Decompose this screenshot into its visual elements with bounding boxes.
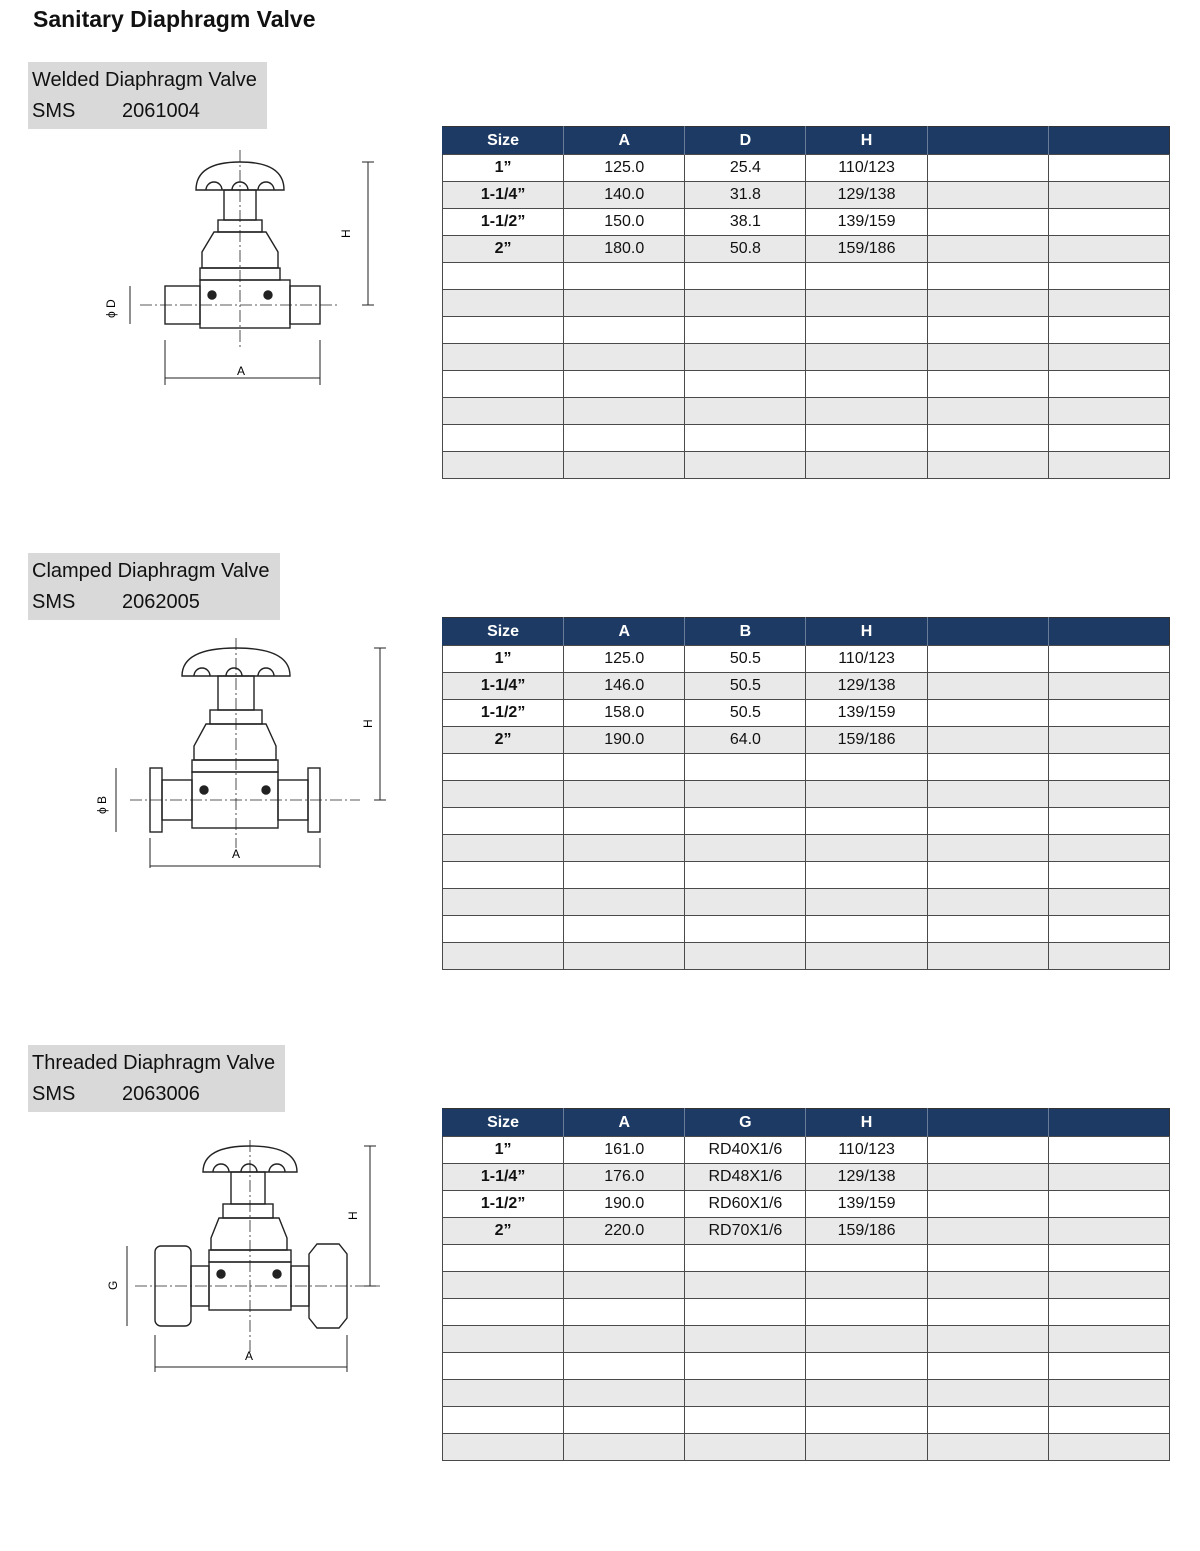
table-row-empty	[443, 1353, 1170, 1380]
table-cell	[927, 155, 1048, 182]
table-cell: 129/138	[806, 1164, 927, 1191]
product-code: 2062005	[122, 591, 200, 613]
table-cell	[1048, 646, 1169, 673]
table-row-empty	[443, 317, 1170, 344]
section-label-clamped	[28, 553, 280, 620]
table-cell	[927, 1191, 1048, 1218]
size-cell: 1”	[443, 646, 564, 673]
section-label-welded	[28, 62, 267, 129]
col-header: A	[564, 1109, 685, 1137]
table-cell	[1048, 209, 1169, 236]
clamped-valve-drawing	[90, 638, 390, 868]
table-cell: 50.8	[685, 236, 806, 263]
table-cell: 146.0	[564, 673, 685, 700]
table-row-empty	[443, 344, 1170, 371]
table-cell	[927, 1164, 1048, 1191]
table-cell: RD70X1/6	[685, 1218, 806, 1245]
standard-label: SMS	[32, 591, 76, 613]
table-cell: 125.0	[564, 646, 685, 673]
table-cell	[1048, 236, 1169, 263]
table-row-empty	[443, 781, 1170, 808]
table-cell	[927, 182, 1048, 209]
table-row-empty	[443, 889, 1170, 916]
table-cell: 110/123	[806, 646, 927, 673]
product-code: 2061004	[122, 100, 200, 122]
table-row	[443, 1137, 1170, 1164]
table-cell: 125.0	[564, 155, 685, 182]
length-dim-label: A	[232, 847, 241, 861]
table-cell	[1048, 1137, 1169, 1164]
table-cell	[927, 700, 1048, 727]
diameter-dim-label: ϕ B	[95, 795, 109, 814]
size-cell: 1-1/2”	[443, 700, 564, 727]
height-dim-label: H	[361, 719, 375, 728]
table-cell: 140.0	[564, 182, 685, 209]
clamped-spec-table	[442, 617, 1170, 970]
diameter-dim-label: ϕ D	[104, 299, 118, 318]
table-row	[443, 236, 1170, 263]
size-cell: 2”	[443, 1218, 564, 1245]
section-name: Clamped Diaphragm Valve	[32, 560, 270, 582]
table-cell: 190.0	[564, 727, 685, 754]
table-cell: 158.0	[564, 700, 685, 727]
table-cell: RD48X1/6	[685, 1164, 806, 1191]
table-row-empty	[443, 943, 1170, 970]
col-header	[1048, 1109, 1169, 1137]
table-row-empty	[443, 398, 1170, 425]
col-header: G	[685, 1109, 806, 1137]
table-row-empty	[443, 1245, 1170, 1272]
table-cell: 220.0	[564, 1218, 685, 1245]
height-dim-label: H	[346, 1211, 360, 1220]
col-header: Size	[443, 618, 564, 646]
table-row	[443, 700, 1170, 727]
table-cell	[927, 727, 1048, 754]
standard-label: SMS	[32, 1083, 76, 1105]
col-header	[927, 618, 1048, 646]
table-cell: RD60X1/6	[685, 1191, 806, 1218]
table-cell	[927, 1218, 1048, 1245]
table-cell	[1048, 1218, 1169, 1245]
table-cell	[927, 209, 1048, 236]
table-row-empty	[443, 1299, 1170, 1326]
threaded-spec-table	[442, 1108, 1170, 1461]
size-cell: 2”	[443, 727, 564, 754]
col-header: Size	[443, 1109, 564, 1137]
table-row	[443, 182, 1170, 209]
table-cell: 50.5	[685, 700, 806, 727]
table-row-empty	[443, 916, 1170, 943]
table-cell: 139/159	[806, 1191, 927, 1218]
table-cell	[927, 1137, 1048, 1164]
table-row-empty	[443, 808, 1170, 835]
table-row	[443, 646, 1170, 673]
standard-label: SMS	[32, 100, 76, 122]
table-header-row	[443, 127, 1170, 155]
welded-valve-drawing	[100, 150, 390, 400]
table-cell	[1048, 182, 1169, 209]
diameter-dim-label: G	[106, 1280, 120, 1290]
table-row	[443, 155, 1170, 182]
table-row	[443, 673, 1170, 700]
table-row-empty	[443, 754, 1170, 781]
size-cell: 1-1/4”	[443, 182, 564, 209]
col-header: Size	[443, 127, 564, 155]
size-cell: 1-1/4”	[443, 673, 564, 700]
table-cell: 190.0	[564, 1191, 685, 1218]
table-cell: 159/186	[806, 236, 927, 263]
table-cell	[1048, 1164, 1169, 1191]
table-row-empty	[443, 835, 1170, 862]
table-row	[443, 1218, 1170, 1245]
threaded-valve-drawing	[95, 1140, 395, 1380]
page-title: Sanitary Diaphragm Valve	[33, 6, 316, 32]
col-header: D	[685, 127, 806, 155]
size-cell: 1”	[443, 1137, 564, 1164]
table-cell: 159/186	[806, 727, 927, 754]
col-header: A	[564, 618, 685, 646]
size-cell: 1-1/4”	[443, 1164, 564, 1191]
table-cell: 161.0	[564, 1137, 685, 1164]
table-cell	[1048, 155, 1169, 182]
height-dim-label: H	[339, 229, 353, 238]
table-header-row	[443, 1109, 1170, 1137]
table-cell: 159/186	[806, 1218, 927, 1245]
table-cell: 129/138	[806, 182, 927, 209]
table-cell: 31.8	[685, 182, 806, 209]
length-dim-label: A	[245, 1349, 254, 1363]
table-cell: 110/123	[806, 155, 927, 182]
col-header	[1048, 618, 1169, 646]
table-cell: 110/123	[806, 1137, 927, 1164]
table-cell	[927, 646, 1048, 673]
table-cell: 25.4	[685, 155, 806, 182]
table-row-empty	[443, 263, 1170, 290]
section-code-line	[32, 96, 257, 127]
section-label-threaded	[28, 1045, 285, 1112]
col-header: A	[564, 127, 685, 155]
size-cell: 1-1/2”	[443, 1191, 564, 1218]
table-row	[443, 1191, 1170, 1218]
table-row	[443, 727, 1170, 754]
table-cell: 180.0	[564, 236, 685, 263]
table-row-empty	[443, 425, 1170, 452]
table-cell: 38.1	[685, 209, 806, 236]
table-cell	[1048, 727, 1169, 754]
table-cell: 129/138	[806, 673, 927, 700]
table-row-empty	[443, 290, 1170, 317]
table-cell: 64.0	[685, 727, 806, 754]
col-header	[927, 127, 1048, 155]
section-code-line	[32, 1079, 275, 1110]
welded-spec-table	[442, 126, 1170, 479]
section-name: Welded Diaphragm Valve	[32, 69, 257, 91]
table-cell: 150.0	[564, 209, 685, 236]
table-row-empty	[443, 371, 1170, 398]
table-cell: 50.5	[685, 673, 806, 700]
table-cell	[1048, 1191, 1169, 1218]
table-row-empty	[443, 1272, 1170, 1299]
length-dim-label: A	[237, 364, 246, 378]
table-row-empty	[443, 1380, 1170, 1407]
col-header: H	[806, 1109, 927, 1137]
table-row	[443, 1164, 1170, 1191]
table-row	[443, 209, 1170, 236]
col-header	[927, 1109, 1048, 1137]
table-row-empty	[443, 1326, 1170, 1353]
table-cell	[1048, 700, 1169, 727]
table-cell: RD40X1/6	[685, 1137, 806, 1164]
col-header: H	[806, 618, 927, 646]
col-header: B	[685, 618, 806, 646]
section-name: Threaded Diaphragm Valve	[32, 1052, 276, 1074]
table-cell	[927, 236, 1048, 263]
section-code-line	[32, 587, 270, 618]
table-cell: 50.5	[685, 646, 806, 673]
table-cell: 139/159	[806, 209, 927, 236]
size-cell: 1-1/2”	[443, 209, 564, 236]
size-cell: 2”	[443, 236, 564, 263]
table-cell	[1048, 673, 1169, 700]
table-row-empty	[443, 1434, 1170, 1461]
table-header-row	[443, 618, 1170, 646]
size-cell: 1”	[443, 155, 564, 182]
col-header: H	[806, 127, 927, 155]
table-cell	[927, 673, 1048, 700]
table-cell: 176.0	[564, 1164, 685, 1191]
table-cell: 139/159	[806, 700, 927, 727]
table-row-empty	[443, 452, 1170, 479]
product-code: 2063006	[122, 1083, 200, 1105]
table-row-empty	[443, 1407, 1170, 1434]
table-row-empty	[443, 862, 1170, 889]
col-header	[1048, 127, 1169, 155]
